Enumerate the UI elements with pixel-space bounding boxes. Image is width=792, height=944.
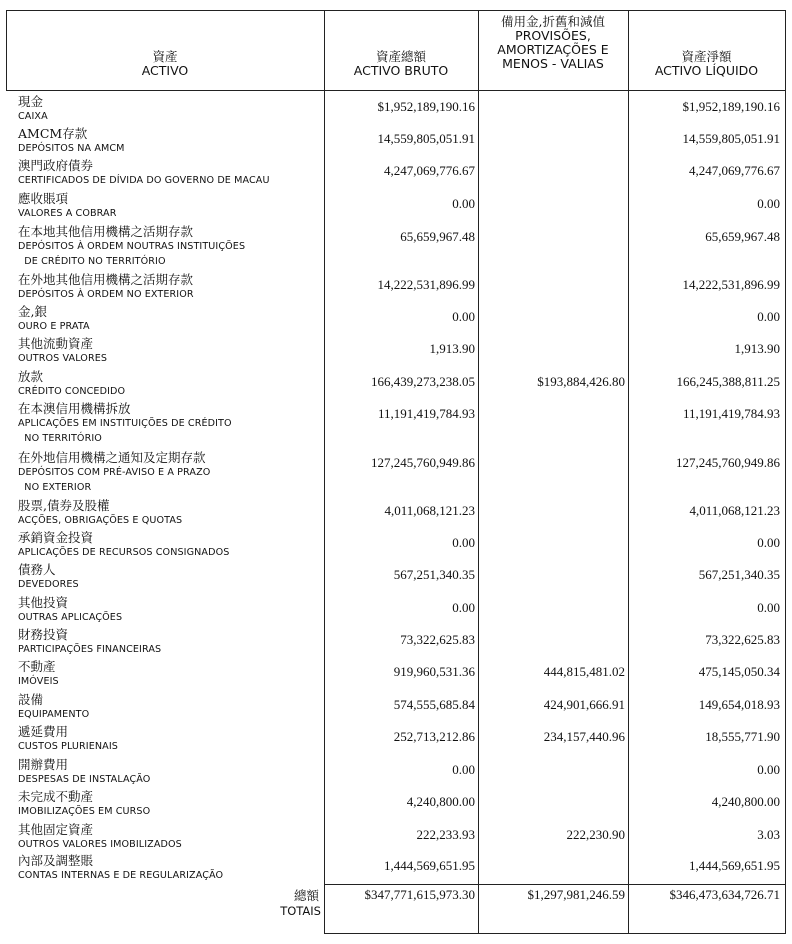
row-gross-value: 14,559,805,051.91 (377, 131, 475, 146)
row-label-cn: 其他流動資產 (18, 336, 94, 351)
row-label-cn: 財務投資 (18, 627, 69, 642)
row-label-pt: OUTRAS APLICAÇÕES (18, 612, 123, 623)
row-net-value: 14,222,531,896.99 (682, 277, 780, 292)
row-label-pt: OUTROS VALORES IMOBILIZADOS (18, 839, 182, 850)
row-label-cn: 不動產 (18, 659, 56, 674)
totals-provisions: $1,297,981,246.59 (527, 887, 625, 902)
row-label-pt: NO EXTERIOR (18, 482, 92, 493)
row-net-value: 1,444,569,651.95 (689, 858, 780, 873)
row-net-value: 14,559,805,051.91 (682, 131, 780, 146)
row-net-value: 4,240,800.00 (711, 794, 780, 809)
row-gross-value: 1,444,569,651.95 (384, 858, 475, 873)
row-label-cn: 開辦費用 (18, 757, 69, 772)
row-label-cn: 放款 (18, 369, 44, 384)
row-net-value: 3.03 (757, 827, 780, 842)
divider-prov (478, 10, 479, 934)
header-asset-cn: 資產 (152, 49, 178, 64)
row-label-pt: DEPÓSITOS À ORDEM NOUTRAS INSTITUIÇÕES (18, 241, 246, 252)
row-gross-value: 4,240,800.00 (406, 794, 475, 809)
row-net-value: 73,322,625.83 (705, 632, 780, 647)
row-label-pt: DEPÓSITOS NA AMCM (18, 143, 125, 154)
row-gross-value: 0.00 (452, 600, 475, 615)
header-gross (324, 10, 478, 90)
row-label-pt: CONTAS INTERNAS E DE REGULARIZAÇÃO (18, 870, 224, 881)
row-label-cn: 內部及調整賬 (18, 853, 94, 868)
row-gross-value: 574,555,685.84 (393, 697, 475, 712)
row-gross-value: 11,191,419,784.93 (377, 406, 475, 421)
row-gross-value: 166,439,273,238.05 (371, 374, 475, 389)
row-gross-value: 0.00 (452, 309, 475, 324)
row-gross-value: 252,713,212.86 (393, 729, 475, 744)
header-prov-pt2: AMORTIZAÇÕES E (497, 42, 609, 57)
row-label-pt: IMÓVEIS (18, 676, 59, 687)
row-net-value: $1,952,189,190.16 (682, 99, 780, 114)
row-gross-value: 4,011,068,121.23 (384, 503, 475, 518)
row-gross-value: 222,233.93 (416, 827, 475, 842)
row-label-pt: APLICAÇÕES EM INSTITUIÇÕES DE CRÉDITO (18, 418, 232, 429)
row-label-pt: EQUIPAMENTO (18, 709, 90, 720)
row-gross-value: 14,222,531,896.99 (377, 277, 475, 292)
row-label-cn: 澳門政府債券 (18, 158, 94, 173)
row-net-value: 65,659,967.48 (705, 229, 780, 244)
row-net-value: 166,245,388,811.25 (676, 374, 780, 389)
header-gross-pt: ACTIVO BRUTO (353, 63, 449, 78)
header-net-pt: ACTIVO LÍQUIDO (654, 63, 759, 78)
row-label-cn: 設備 (18, 692, 44, 707)
divider-gross (324, 10, 325, 934)
row-label-cn: 承銷資金投資 (18, 530, 94, 545)
row-label-pt: DEPÓSITOS À ORDEM NO EXTERIOR (18, 289, 194, 300)
row-label-cn: 在外地信用機構之通知及定期存款 (18, 450, 206, 465)
row-label-cn: 其他固定資產 (18, 822, 94, 837)
row-label-cn: AMCM存款 (18, 126, 88, 141)
header-prov-cn: 備用金,折舊和減值 (501, 14, 605, 29)
row-label-cn: 遞延費用 (18, 724, 69, 739)
row-net-value: 0.00 (757, 309, 780, 324)
row-net-value: 0.00 (757, 762, 780, 777)
row-provision-value: 444,815,481.02 (543, 664, 625, 679)
row-net-value: 0.00 (757, 196, 780, 211)
header-provisions (478, 10, 628, 90)
totals-label-cn: 總額 (293, 888, 319, 903)
row-gross-value: 65,659,967.48 (400, 229, 475, 244)
row-label-cn: 未完成不動產 (18, 789, 94, 804)
row-label-cn: 金,銀 (18, 304, 47, 319)
header-bottom-border (6, 90, 786, 91)
row-label-pt: VALORES A COBRAR (18, 208, 117, 219)
row-label-pt: CERTIFICADOS DE DÍVIDA DO GOVERNO DE MACAU (18, 175, 270, 186)
row-provision-value: 424,901,666.91 (543, 697, 625, 712)
row-net-value: 149,654,018.93 (698, 697, 780, 712)
row-gross-value: 73,322,625.83 (400, 632, 475, 647)
row-net-value: 1,913.90 (734, 341, 780, 356)
table-bottom-border (324, 933, 786, 934)
row-net-value: 567,251,340.35 (698, 567, 780, 582)
header-prov-pt3: MENOS - VALIAS (502, 56, 604, 71)
row-label-cn: 股票,債券及股權 (18, 498, 110, 513)
row-label-pt: IMOBILIZAÇÕES EM CURSO (18, 806, 151, 817)
row-provision-value: $193,884,426.80 (537, 374, 625, 389)
row-label-cn: 其他投資 (18, 595, 69, 610)
row-net-value: 0.00 (757, 535, 780, 550)
row-net-value: 4,011,068,121.23 (689, 503, 780, 518)
row-gross-value: 0.00 (452, 196, 475, 211)
row-label-pt: OUTROS VALORES (18, 353, 108, 364)
row-label-pt: PARTICIPAÇÕES FINANCEIRAS (18, 644, 162, 655)
row-net-value: 18,555,771.90 (705, 729, 780, 744)
row-label-cn: 現金 (18, 94, 44, 109)
totals-gross: $347,771,615,973.30 (364, 887, 475, 902)
right-border (785, 10, 786, 934)
row-net-value: 475,145,050.34 (698, 664, 780, 679)
totals-label-pt: TOTAIS (280, 904, 321, 918)
row-label-pt: DESPESAS DE INSTALAÇÃO (18, 774, 151, 785)
row-label-pt: DE CRÉDITO NO TERRITÓRIO (18, 256, 166, 267)
row-label-pt: CRÉDITO CONCEDIDO (18, 386, 126, 397)
row-label-pt: CAIXA (18, 111, 48, 122)
row-label-cn: 債務人 (18, 562, 56, 577)
totals-top-border (324, 884, 786, 885)
row-label-pt: CUSTOS PLURIENAIS (18, 741, 118, 752)
row-label-pt: APLICAÇÕES DE RECURSOS CONSIGNADOS (18, 547, 230, 558)
row-label-cn: 在外地其他信用機構之活期存款 (18, 272, 194, 287)
row-label-cn: 在本地其他信用機構之活期存款 (18, 224, 194, 239)
row-provision-value: 234,157,440.96 (543, 729, 625, 744)
row-gross-value: 1,913.90 (429, 341, 475, 356)
row-label-pt: DEVEDORES (18, 579, 79, 590)
row-label-pt: ACÇÕES, OBRIGAÇÕES E QUOTAS (18, 515, 183, 526)
header-prov-pt1: PROVISÕES, (515, 28, 591, 43)
header-asset-pt: ACTIVO (141, 63, 189, 78)
row-label-pt: DEPÓSITOS COM PRÉ-AVISO E A PRAZO (18, 467, 211, 478)
totals-net: $346,473,634,726.71 (669, 887, 780, 902)
row-gross-value: 919,960,531.36 (393, 664, 475, 679)
row-gross-value: $1,952,189,190.16 (377, 99, 475, 114)
row-gross-value: 4,247,069,776.67 (384, 163, 475, 178)
row-gross-value: 567,251,340.35 (393, 567, 475, 582)
row-gross-value: 127,245,760,949.86 (371, 455, 475, 470)
row-net-value: 4,247,069,776.67 (689, 163, 780, 178)
row-gross-value: 0.00 (452, 535, 475, 550)
header-gross-cn: 資產總額 (375, 49, 426, 64)
row-label-pt: NO TERRITÓRIO (18, 433, 102, 444)
row-label-cn: 應收賬項 (18, 191, 69, 206)
row-net-value: 0.00 (757, 600, 780, 615)
row-net-value: 127,245,760,949.86 (676, 455, 780, 470)
row-gross-value: 0.00 (452, 762, 475, 777)
row-label-pt: OURO E PRATA (18, 321, 90, 332)
row-provision-value: 222,230.90 (566, 827, 625, 842)
divider-net (628, 10, 629, 934)
row-net-value: 11,191,419,784.93 (682, 406, 780, 421)
header-asset (6, 10, 324, 90)
header-net-cn: 資產淨額 (681, 49, 732, 64)
header-net (628, 10, 785, 90)
row-label-cn: 在本澳信用機構拆放 (18, 401, 131, 416)
